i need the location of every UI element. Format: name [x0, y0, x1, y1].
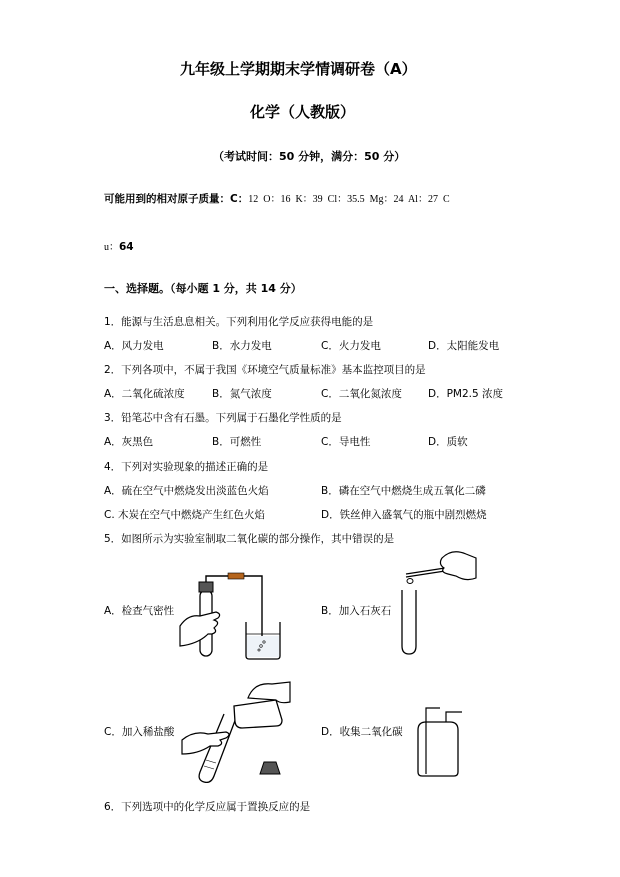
q1-option-c: C．火力发电 — [321, 340, 381, 352]
q4-option-c: C. 木炭在空气中燃烧产生红色火焰 — [104, 509, 266, 521]
q5-option-b: B．加入石灰石 — [321, 605, 392, 617]
q4-option-a: A．硫在空气中燃烧发出淡蓝色火焰 — [104, 485, 269, 497]
q3-option-d: D．质软 — [428, 436, 468, 448]
question-6-stem: 6．下列选项中的化学反应属于置换反应的是 — [104, 801, 311, 813]
atomic-mass-line — [104, 190, 450, 206]
q4-option-d: D．铁丝伸入盛氧气的瓶中剧烈燃烧 — [321, 509, 487, 521]
atomic-mass-label: 可能用到的相对原子质量： — [104, 193, 230, 205]
q3-option-b: B．可燃性 — [212, 436, 262, 448]
atomic-mass-cu-prefix: u： — [104, 242, 119, 253]
question-5-stem: 5．如图所示为实验室制取二氧化碳的部分操作，其中错误的是 — [104, 533, 395, 545]
question-2-stem: 2．下列各项中，不属于我国《环境空气质量标准》基本监控项目的是 — [104, 364, 426, 376]
q5-option-c: C．加入稀盐酸 — [104, 726, 175, 738]
figure-b-add-limestone — [386, 548, 476, 658]
subject-title: 化学（人教版） — [250, 103, 356, 121]
atomic-mass-line-2 — [104, 238, 134, 253]
q5-option-d: D．收集二氧化碳 — [321, 726, 403, 738]
q2-option-a: A．二氧化硫浓度 — [104, 388, 185, 400]
q1-option-b: B．水力发电 — [212, 340, 272, 352]
exam-info: （考试时间：50 分钟，满分：50 分） — [213, 150, 406, 163]
atomic-mass-c: C： — [230, 193, 249, 205]
figure-d-collect-co2 — [410, 702, 470, 782]
figure-c-add-acid — [180, 676, 290, 786]
atomic-mass-cu-value: 64 — [119, 241, 134, 253]
q4-option-b: B．磷在空气中燃烧生成五氧化二磷 — [321, 485, 486, 497]
question-3-stem: 3．铅笔芯中含有石墨。下列属于石墨化学性质的是 — [104, 412, 342, 424]
q2-option-b: B．氮气浓度 — [212, 388, 272, 400]
atomic-mass-values: 12 O：16 K：39 Cl：35.5 Mg：24 Al：27 C — [248, 194, 450, 205]
q2-option-d: D．PM2.5 浓度 — [428, 388, 504, 400]
question-1-stem: 1．能源与生活息息相关。下列利用化学反应获得电能的是 — [104, 316, 374, 328]
q1-option-a: A．风力发电 — [104, 340, 164, 352]
section-heading: 一、选择题。（每小题 1 分，共 14 分） — [104, 282, 302, 295]
q3-option-c: C．导电性 — [321, 436, 371, 448]
q5-option-a: A．检查气密性 — [104, 605, 175, 617]
q2-option-c: C．二氧化氮浓度 — [321, 388, 402, 400]
figure-a-airtightness — [178, 560, 288, 670]
page-title: 九年级上学期期末学情调研卷（A） — [180, 60, 417, 78]
q1-option-d: D．太阳能发电 — [428, 340, 500, 352]
question-4-stem: 4．下列对实验现象的描述正确的是 — [104, 461, 269, 473]
q3-option-a: A．灰黑色 — [104, 436, 154, 448]
